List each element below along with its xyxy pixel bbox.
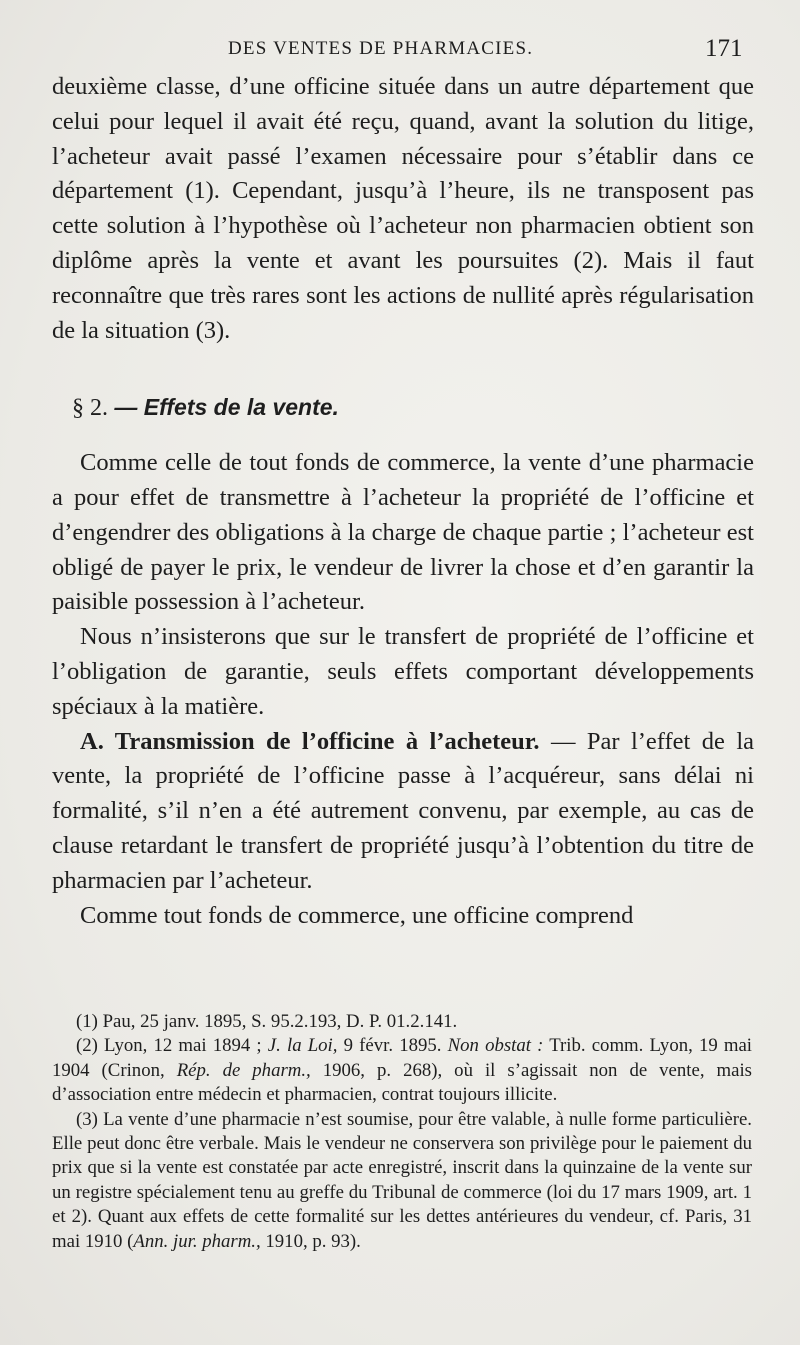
footnote-3-part: 1910, p. 93). [265, 1230, 361, 1252]
page-number: 171 [705, 35, 743, 62]
footnote-2-rep: Rép. de pharm., [176, 1059, 311, 1081]
running-header [0, 35, 800, 66]
section-title: — Effets de la vente. [114, 394, 339, 421]
footnote-2-part: (2) Lyon, 12 mai 1894 ; [76, 1035, 262, 1057]
paragraph-effects: Comme celle de tout fonds de commerce, la vente d’une pharmacie a pour effet de transmettre à l’acheteur la propriété de l’officine et d’engendrer des obligations à la charge de chaque partie ; l’acheteur est obligé de payer le prix, le vendeur de livrer la chose et d’en garantir la paisible possession à l’acheteur. [52, 449, 754, 616]
footnote-1: (1) Pau, 25 janv. 1895, S. 95.2.193, D. P. 01.2.141. [76, 1011, 458, 1032]
running-title: DES VENTES DE PHARMACIES. [228, 38, 534, 59]
paragraph-fonds: Comme tout fonds de commerce, une officine comprend [80, 901, 634, 929]
footnote-2-part: 9 févr. 1895. [343, 1035, 442, 1057]
footnotes [52, 1010, 752, 1254]
section-symbol: § 2. [72, 395, 108, 422]
paragraph-transmission [52, 725, 754, 899]
paragraph-transfer: Nous n’insisterons que sur le transfert de propriété de l’officine et l’obligation de garantie, seuls effets comportant développements spéciaux à la matière. [52, 623, 754, 720]
footnote-2-part: Trib. comm. Lyon, 19 mai 1904 (Crinon, [52, 1035, 753, 1081]
footnote-2-part: 1906, p. 268), où il s’agissait non de vente, mais d’association entre médecin et pharmacien, contrat toujours illicite. [52, 1059, 752, 1106]
footnote-3 [52, 1108, 752, 1254]
body-text [52, 70, 754, 933]
footnote-2-journal: J. la Loi, [267, 1035, 338, 1057]
paragraph-continued: deuxième classe, d’une officine située dans un autre département que celui pour lequel il avait été reçu, quand, avant la solution du litige, l’acheteur avait passé l’examen nécessaire pour s’établir dans ce département (1). Cependant, jusqu’à l’heure, ils ne transposent pas cette solution à l’hypothèse où l’acheteur non pharmacien obtient son diplôme après la vente et avant les poursuites (2). Mais il faut reconnaître que très rares sont les actions de nullité après régularisation de la situation (3). [52, 73, 754, 344]
subheading-transmission: A. Transmission de l’officine à l’acheteur. [80, 727, 540, 755]
footnote-2 [52, 1034, 752, 1107]
footnote-3-journal: Ann. jur. pharm., [133, 1230, 261, 1252]
footnote-3-part: (3) La vente d’une pharmacie n’est soumise, pour être valable, à nulle forme particulière. Elle peut donc être verbale. Mais le vendeur ne conservera son privilège pour le paiement du prix que si la vente est constatée par acte enregistré, inscrit dans la quinzaine de la vente sur un registre spécialement tenu au greffe du Tribunal de commerce (loi du 17 mars 1909, art. 1 et 2). Quant aux effets de cette formalité sur les dettes antérieures du vendeur, cf. Paris, 31 mai 1910 ( [52, 1108, 752, 1252]
section-heading [52, 390, 754, 426]
footnote-2-non-obstat: Non obstat : [447, 1035, 544, 1057]
paragraph-transmission-text: — Par l’effet de la vente, la propriété de l’officine passe à l’acquéreur, sans délai ni formalité, s’il n’en a été autrement convenu, par exemple, au cas de clause retardant le transfert de propriété jusqu’à l’obtention du titre de pharmacien par l’acheteur. [52, 727, 754, 894]
